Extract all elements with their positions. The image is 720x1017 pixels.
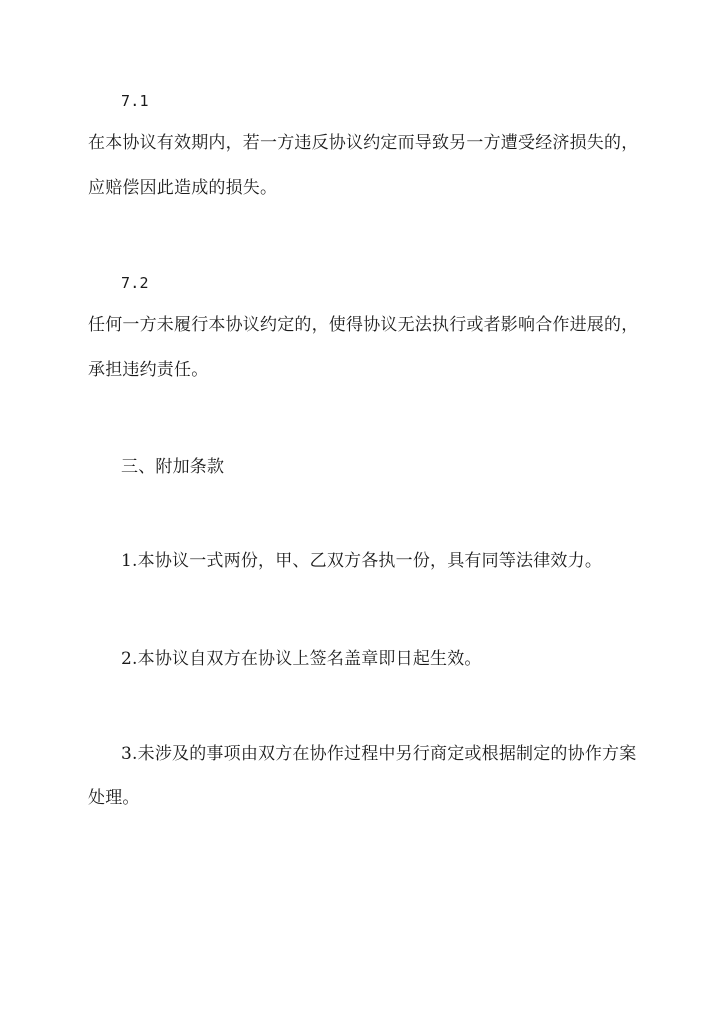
paragraph-line: 应赔偿因此造成的损失。 [88, 178, 278, 198]
clause-line: 处理。 [88, 788, 140, 808]
paragraph-line: 承担违约责任。 [88, 360, 209, 380]
paragraph-line: 任何一方未履行本协议约定的，使得协议无法执行或者影响合作进展的， [88, 315, 639, 335]
section-heading: 三、附加条款 [121, 457, 225, 477]
paragraph-line: 在本协议有效期内，若一方违反协议约定而导致另一方遭受经济损失的， [88, 133, 639, 153]
clause-line: 3.未涉及的事项由双方在协作过程中另行商定或根据制定的协作方案 [121, 744, 637, 764]
clause-line: 2.本协议自双方在协议上签名盖章即日起生效。 [121, 649, 482, 669]
section-number: 7.2 [121, 274, 149, 292]
clause-line: 1.本协议一式两份，甲、乙双方各执一份，具有同等法律效力。 [121, 551, 603, 571]
section-number: 7.1 [121, 92, 149, 110]
